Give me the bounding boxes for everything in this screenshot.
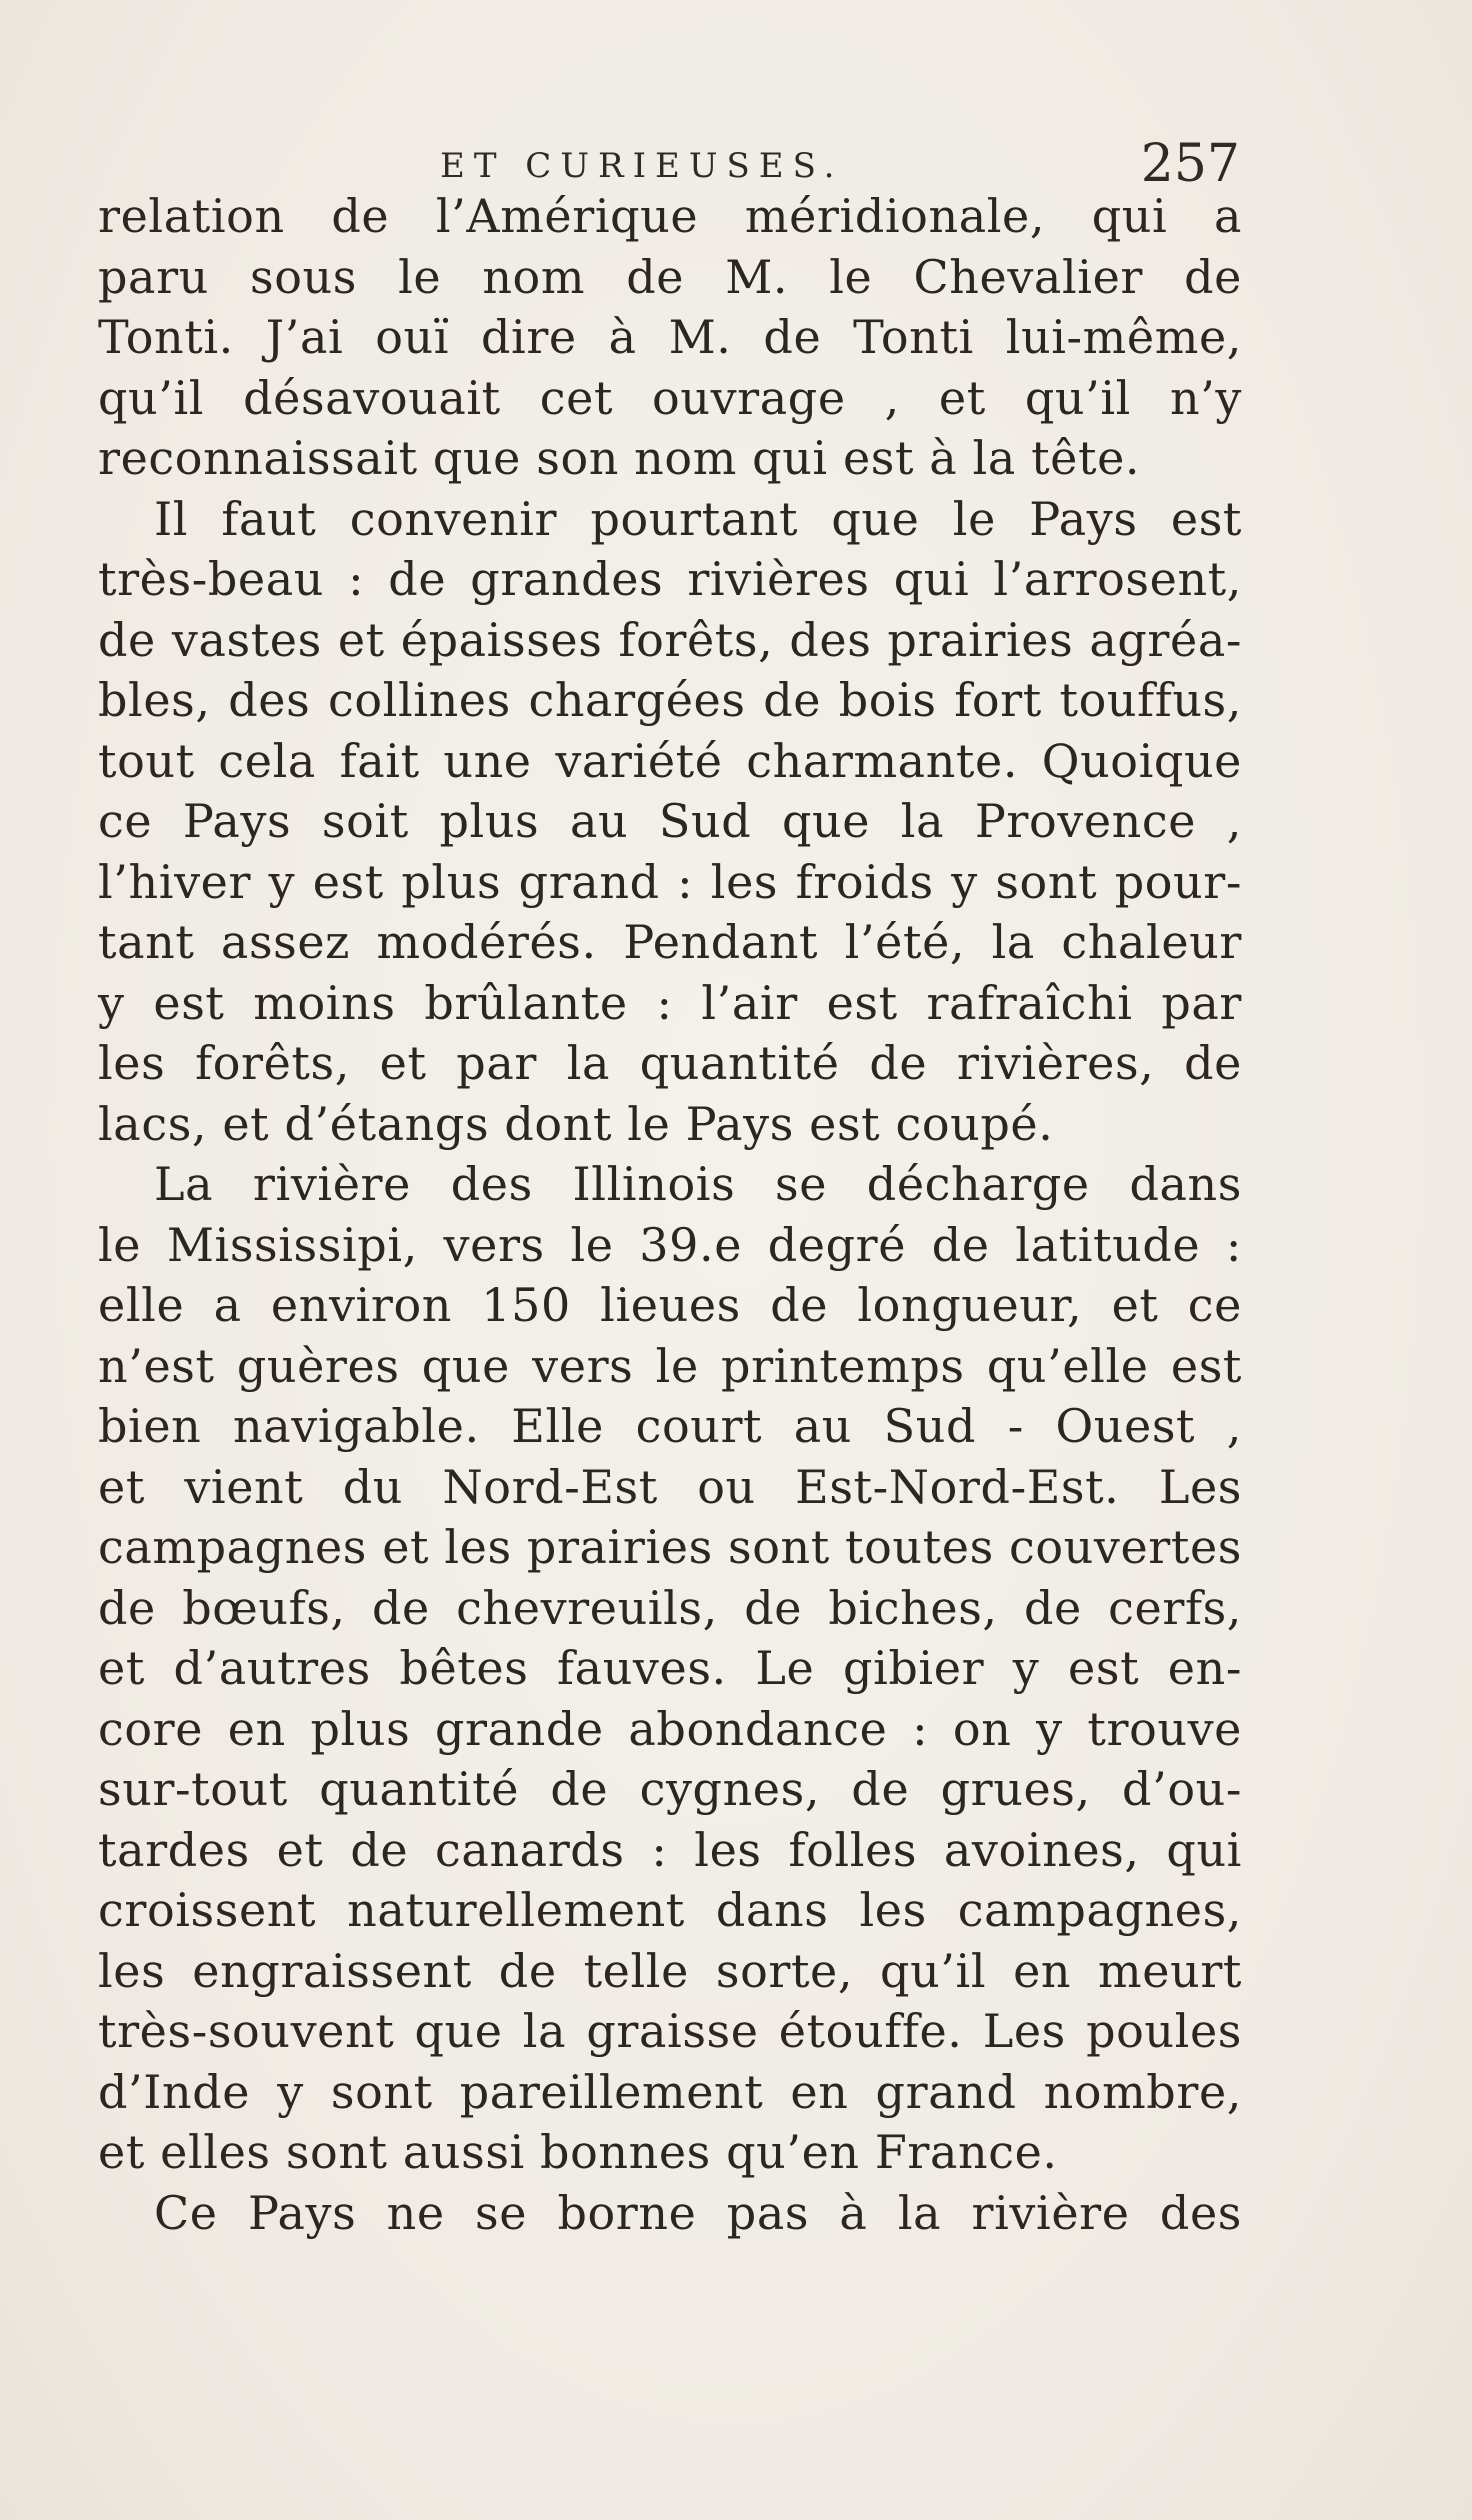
text-line: tardes et de canards : les folles avoines, qui — [98, 1822, 1242, 1877]
text-line: de vastes et épaisses forêts, des prairies agréa- — [98, 612, 1242, 667]
text-line: très-souvent que la graisse étouffe. Les poules — [98, 2004, 1242, 2058]
text-line: campagnes et les prairies sont toutes couvertes — [98, 1520, 1242, 1574]
text-line: d’Inde y sont pareillement en grand nombre, — [98, 2064, 1242, 2119]
text-line: Ce Pays ne se borne pas à la rivière des — [154, 2185, 1242, 2240]
text-line: y est moins brûlante : l’air est rafraîchi par — [98, 975, 1242, 1030]
text-line: core en plus grande abondance : on y trouve — [98, 1701, 1242, 1756]
text-line: les forêts, et par la quantité de rivières, de — [98, 1036, 1242, 1090]
text-line: ce Pays soit plus au Sud que la Provence , — [98, 794, 1242, 848]
text-line: bien navigable. Elle court au Sud - Ouest , — [98, 1399, 1242, 1453]
text-line: de bœufs, de chevreuils, de biches, de cerfs, — [98, 1580, 1242, 1635]
text-line: très-beau : de grandes rivières qui l’arrosent, — [98, 552, 1242, 606]
text-line: lacs, et d’étangs dont le Pays est coupé. — [98, 1096, 1054, 1151]
text-line: et elles sont aussi bonnes qu’en France. — [98, 2125, 1058, 2179]
text-line: croissent naturellement dans les campagnes, — [98, 1883, 1242, 1937]
text-line: le Mississipi, vers le 39.e degré de latitude : — [98, 1217, 1242, 1272]
text-line: et d’autres bêtes fauves. Le gibier y est en- — [98, 1641, 1242, 1695]
text-line: Tonti. J’ai ouï dire à M. de Tonti lui-même, — [98, 310, 1242, 364]
text-line: La rivière des Illinois se décharge dans — [154, 1157, 1242, 1211]
body-text — [98, 186, 1242, 2243]
text-line: tant assez modérés. Pendant l’été, la chaleur — [98, 915, 1242, 969]
text-line: l’hiver y est plus grand : les froids y sont pour- — [98, 854, 1242, 909]
text-line: qu’il désavouait cet ouvrage , et qu’il n’y — [98, 370, 1242, 425]
text-line: reconnaissait que son nom qui est à la tête. — [98, 431, 1141, 485]
text-line: Il faut convenir pourtant que le Pays est — [154, 491, 1242, 546]
text-line: elle a environ 150 lieues de longueur, et ce — [98, 1278, 1242, 1332]
running-head: ET CURIEUSES. — [440, 146, 844, 186]
text-line: relation de l’Amérique méridionale, qui a — [98, 189, 1242, 243]
text-line: sur-tout quantité de cygnes, de grues, d’ou- — [98, 1762, 1242, 1816]
text-line: tout cela fait une variété charmante. Quoique — [98, 733, 1242, 788]
text-line: les engraissent de telle sorte, qu’il en meurt — [98, 1943, 1242, 1998]
text-line: bles, des collines chargées de bois fort touffus, — [98, 673, 1242, 727]
text-line: n’est guères que vers le printemps qu’elle est — [98, 1338, 1242, 1393]
text-line: paru sous le nom de M. le Chevalier de — [98, 249, 1242, 304]
text-line: et vient du Nord-Est ou Est-Nord-Est. Les — [98, 1459, 1242, 1514]
page-number: 257 — [1140, 134, 1240, 194]
